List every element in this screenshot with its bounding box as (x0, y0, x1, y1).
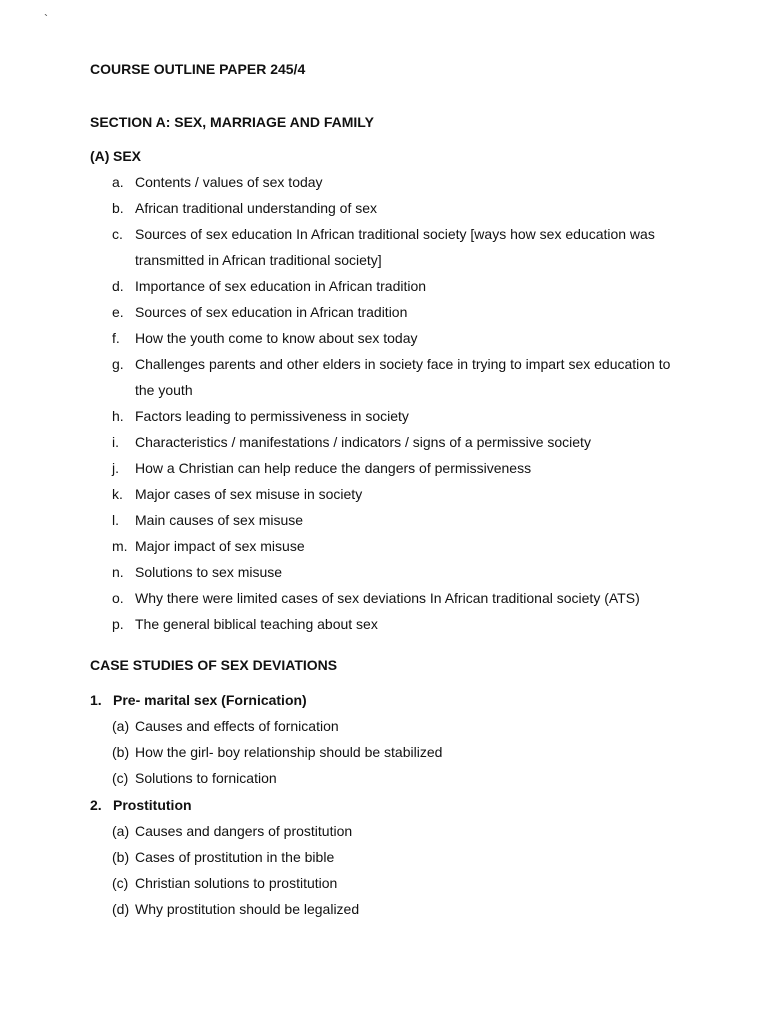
sex-topics-list (112, 169, 692, 637)
list-item (112, 559, 692, 585)
list-item-label: (d) (112, 901, 130, 917)
list-item-label: c. (112, 226, 123, 242)
list-item-text: How a Christian can help reduce the dangers of permissiveness (135, 460, 532, 476)
list-item (112, 195, 692, 221)
list-item-label: p. (112, 616, 124, 632)
list-item (112, 507, 692, 533)
list-item (112, 533, 692, 559)
list-item-text: Causes and effects of fornication (135, 718, 339, 734)
list-item-text: Main causes of sex misuse (135, 512, 304, 528)
list-item-text: Factors leading to permissiveness in society (135, 408, 409, 424)
list-item (112, 429, 692, 455)
list-item-label: (b) (112, 849, 130, 865)
list-item-label: (c) (112, 875, 129, 891)
list-item (112, 739, 692, 765)
list-item-text: Why there were limited cases of sex deviations In African traditional society (ATS) (135, 590, 640, 606)
subsection-heading (90, 143, 141, 169)
list-item (112, 585, 692, 611)
list-item (112, 325, 692, 351)
list-item-text: How the youth come to know about sex today (135, 330, 418, 346)
list-item-label: (a) (112, 823, 130, 839)
list-item (112, 455, 692, 481)
list-item-text: Characteristics / manifestations / indicators / signs of a permissive society (135, 434, 591, 450)
list-item-label: e. (112, 304, 124, 320)
case-study-heading (90, 687, 307, 713)
list-item (112, 611, 692, 637)
list-item (112, 713, 692, 739)
list-item-label: o. (112, 590, 124, 606)
subsection-title: SEX (113, 148, 142, 164)
case-studies-title: CASE STUDIES OF SEX DEVIATIONS (90, 657, 338, 673)
list-item (112, 403, 692, 429)
case-study-heading (90, 792, 192, 818)
list-item-text: Cases of prostitution in the bible (135, 849, 335, 865)
stray-mark: ` (44, 12, 48, 26)
list-item-text: Contents / values of sex today (135, 174, 323, 190)
list-item-text: African traditional understanding of sex (135, 200, 378, 216)
list-item (112, 273, 692, 299)
list-item (112, 481, 692, 507)
list-item-text: Sources of sex education in African tradition (135, 304, 408, 320)
list-item (112, 870, 692, 896)
list-item-label: (c) (112, 770, 129, 786)
case-study-title: Pre- marital sex (Fornication) (113, 692, 307, 708)
case-study-title: Prostitution (113, 797, 192, 813)
list-item (112, 351, 692, 403)
list-item-label: l. (112, 512, 119, 528)
subsection-label: (A) (90, 148, 110, 164)
list-item (112, 818, 692, 844)
list-item-label: k. (112, 486, 123, 502)
list-item-label: a. (112, 174, 124, 190)
list-item (112, 896, 692, 922)
list-item-text: How the girl- boy relationship should be stabilized (135, 744, 443, 760)
list-item-label: g. (112, 356, 124, 372)
list-item-text: Christian solutions to prostitution (135, 875, 338, 891)
case-study-items (112, 713, 692, 791)
list-item-label: m. (112, 538, 128, 554)
list-item-text: Sources of sex education In African traditional society [ways how sex education was transmitted in African traditional society] (135, 226, 655, 268)
list-item-text: The general biblical teaching about sex (135, 616, 378, 632)
list-item-label: n. (112, 564, 124, 580)
list-item (112, 299, 692, 325)
list-item-text: Solutions to sex misuse (135, 564, 283, 580)
course-title: COURSE OUTLINE PAPER 245/4 (90, 61, 306, 77)
list-item-text: Challenges parents and other elders in society face in trying to impart sex education to the youth (135, 356, 671, 398)
list-item-text: Major cases of sex misuse in society (135, 486, 363, 502)
list-item-text: Why prostitution should be legalized (135, 901, 360, 917)
list-item (112, 221, 692, 273)
list-item-text: Solutions to fornication (135, 770, 277, 786)
list-item (112, 765, 692, 791)
list-item-label: (a) (112, 718, 130, 734)
section-title: SECTION A: SEX, MARRIAGE AND FAMILY (90, 114, 374, 130)
list-item-label: j. (112, 460, 119, 476)
case-study-items (112, 818, 692, 922)
case-study-number: 2. (90, 797, 102, 813)
list-item (112, 844, 692, 870)
list-item-text: Importance of sex education in African tradition (135, 278, 427, 294)
list-item-label: f. (112, 330, 120, 346)
list-item (112, 169, 692, 195)
list-item-text: Causes and dangers of prostitution (135, 823, 353, 839)
list-item-label: b. (112, 200, 124, 216)
list-item-label: i. (112, 434, 119, 450)
list-item-label: (b) (112, 744, 130, 760)
case-study-number: 1. (90, 692, 102, 708)
list-item-label: d. (112, 278, 124, 294)
list-item-text: Major impact of sex misuse (135, 538, 305, 554)
list-item-label: h. (112, 408, 124, 424)
